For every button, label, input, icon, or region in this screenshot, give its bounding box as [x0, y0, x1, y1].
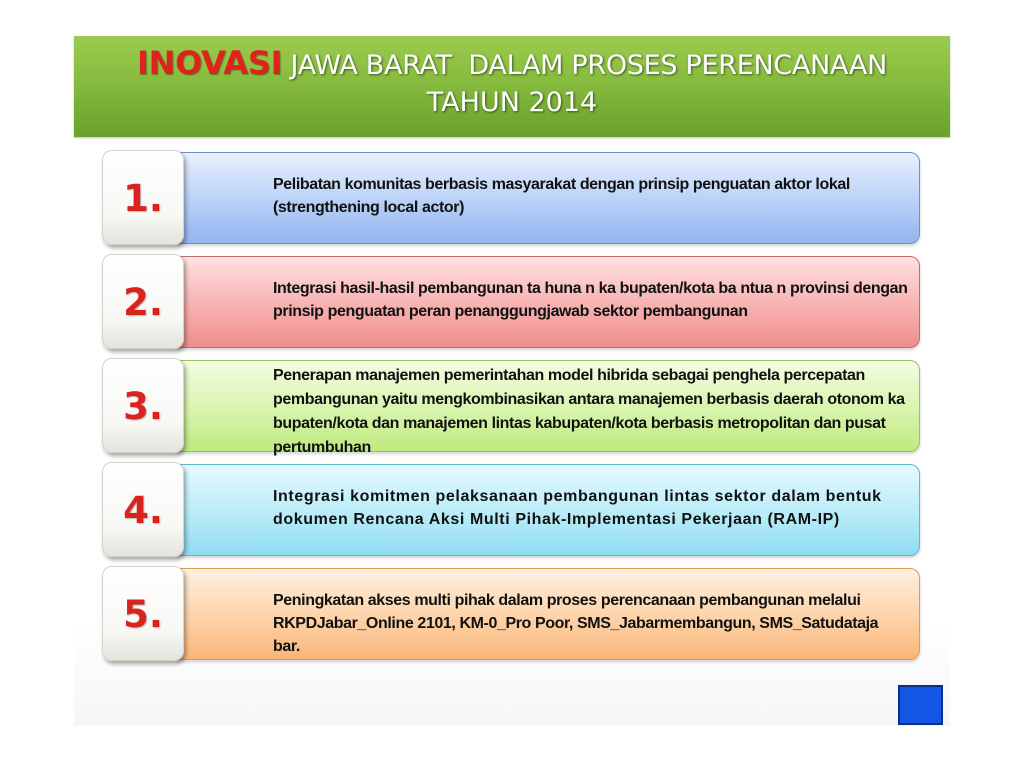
item-1-text: Pelibatan komunitas berbasis masyarakat dengan prinsip penguatan aktor lokal (strengthening local actor): [273, 176, 850, 216]
item-4-text: Integrasi komitmen pelaksanaan pembangunan lintas sektor dalam bentuk dokumen Rencana Aksi Multi Pihak-Implementasi Pekerjaan (RAM-IP): [273, 488, 882, 528]
title-line-2: TAHUN 2014: [426, 87, 598, 118]
item-4-number-box: [102, 462, 184, 557]
title-accent: INOVASI: [137, 44, 283, 82]
item-3-box: [170, 360, 920, 456]
item-3-number: 3.: [123, 385, 163, 428]
list-item-4: [100, 462, 922, 560]
item-1-box: [170, 152, 920, 244]
list-item-2: [100, 254, 922, 352]
item-1-number: 1.: [123, 177, 163, 220]
item-5-box: [170, 568, 920, 660]
title-banner: [74, 36, 950, 137]
list-item-1: [100, 150, 922, 248]
item-2-number-box: [102, 254, 184, 349]
list-item-5: [100, 566, 922, 664]
item-3-number-box: [102, 358, 184, 453]
item-2-text: Integrasi hasil-hasil pembangunan ta huna n ka bupaten/kota ba ntua n provinsi dengan prinsip penguatan peran penanggungjawab sektor pembangunan: [273, 280, 908, 320]
item-5-number: 5.: [123, 593, 163, 636]
item-1-number-box: [102, 150, 184, 245]
item-5-text: Peningkatan akses multi pihak dalam proses perencanaan pembangunan melalui RKPDJabar_Online 2101, KM-0_Pro Poor, SMS_Jabarmembangun, SMS_Satudataja bar.: [273, 592, 879, 655]
item-2-number: 2.: [123, 281, 163, 324]
navigation-square-button[interactable]: [898, 685, 943, 725]
item-3-text: Penerapan manajemen pemerintahan model hibrida sebagai penghela percepatan pembangunan yaitu mengkombinasikan antara manajemen berbasis daerah otonom ka bupaten/kota dan manajemen lintas kabupaten/kota berbasis metropolitan dan pusat pertumbuhan: [273, 367, 905, 456]
item-4-number: 4.: [123, 489, 163, 532]
item-5-number-box: [102, 566, 184, 661]
title-line-1: [74, 44, 950, 85]
item-2-box: [170, 256, 920, 348]
item-4-box: [170, 464, 920, 556]
list-item-3: [100, 358, 922, 456]
title-line-1-rest: JAWA BARAT DALAM PROSES PERENCANAAN: [290, 50, 887, 81]
